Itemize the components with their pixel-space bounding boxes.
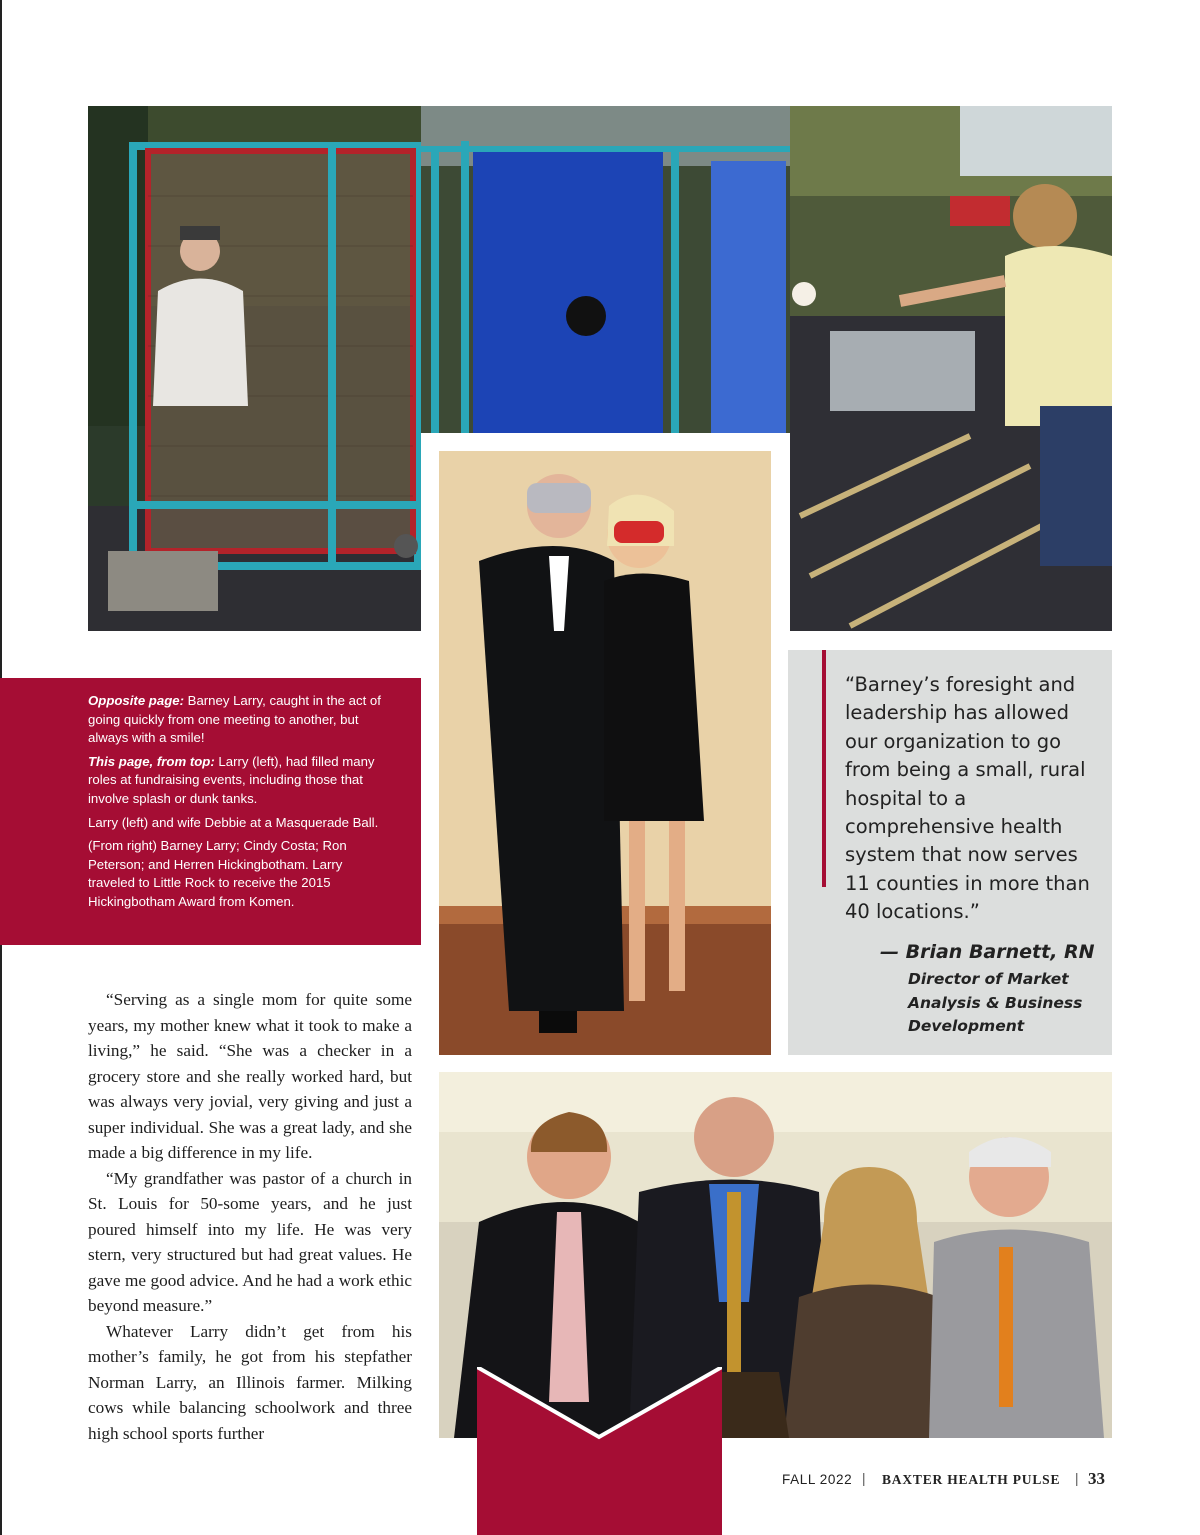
dunk-tank-photo bbox=[88, 106, 421, 631]
photo-caption-box bbox=[0, 678, 421, 945]
footer-separator: | bbox=[1075, 1471, 1079, 1486]
chevron-tab-decoration bbox=[477, 1367, 722, 1535]
caption-lead: Opposite page: bbox=[88, 693, 184, 708]
caption-opposite-page bbox=[88, 692, 391, 748]
article-body bbox=[88, 987, 412, 1446]
caption-text: Barney Larry, caught in the act of going quickly from one meeting to another, but always with a smile! bbox=[88, 693, 381, 746]
caption-text: Larry (left) and wife Debbie at a Masquerade Ball. bbox=[88, 814, 379, 830]
body-paragraph: Whatever Larry didn’t get from his mother’s family, he got from his stepfather Norman Larry, an Illinois farmer. Milking cows while balancing schoolwork and three high school sports further bbox=[88, 1321, 412, 1443]
ball-throw-photo bbox=[790, 106, 1112, 631]
footer-separator: | bbox=[862, 1471, 866, 1486]
pull-quote-box bbox=[788, 650, 1112, 1055]
footer-publication: BAXTER HEALTH PULSE bbox=[882, 1472, 1061, 1487]
caption-this-page bbox=[88, 753, 391, 809]
body-paragraph: “My grandfather was pastor of a church in St. Louis for 50-some years, and he just poured himself into my life. He was very stern, very structured but had great values. He gave me good advice. And he had a work ethic beyond measure.” bbox=[88, 1168, 412, 1315]
page-number: 33 bbox=[1088, 1469, 1105, 1488]
dunk-tank-panels-photo bbox=[421, 106, 790, 433]
footer-issue: FALL 2022 bbox=[782, 1472, 853, 1487]
quote-accent-bar bbox=[822, 650, 826, 887]
caption-masquerade bbox=[88, 814, 391, 833]
masquerade-ball-photo bbox=[439, 451, 771, 1055]
caption-text: Larry (left), had filled many roles at fundraising events, including those that involve splash or dunk tanks. bbox=[88, 753, 375, 806]
quote-author: — Brian Barnett, RN bbox=[880, 941, 1095, 963]
page-footer bbox=[782, 1469, 1112, 1491]
caption-lead: This page, from top: bbox=[88, 753, 215, 769]
quote-text: “Barney’s foresight and leadership has allowed our organization to go from being a small, rural hospital to a comprehensive health system that now serves 11 counties in more than 40 locations.” bbox=[845, 673, 1090, 924]
quote-author-role: Director of Market Analysis & Business Development bbox=[908, 970, 1083, 1036]
caption-text: (From right) Barney Larry; Cindy Costa; Ron Peterson; and Herren Hickingbotham. Larry traveled to Little Rock to receive the 2015 Hickingbotham Award from Komen. bbox=[88, 838, 347, 909]
body-paragraph: “Serving as a single mom for quite some years, my mother knew what it took to make a living,” he said. “She was a checker in a grocery store and she really worked hard, but was always very jovial, very giving and just a super individual. She was a great lady, and she made a big difference in my life. bbox=[88, 990, 412, 1162]
caption-award bbox=[88, 837, 391, 911]
